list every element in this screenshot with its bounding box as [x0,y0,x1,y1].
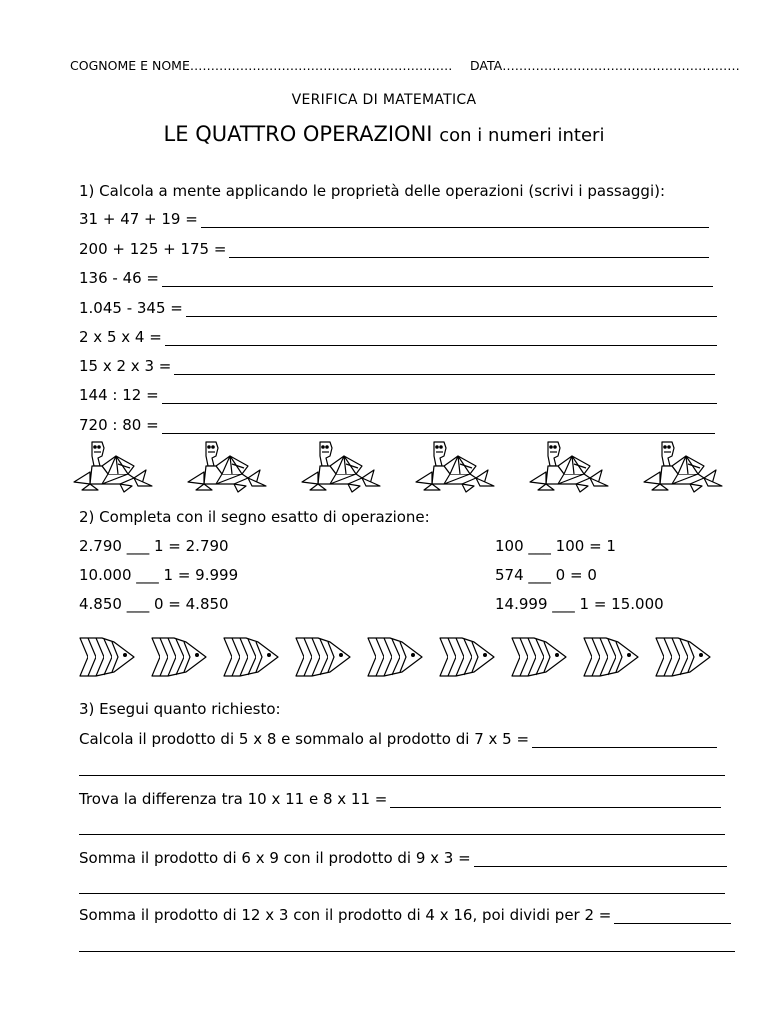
answer-line[interactable] [165,330,717,346]
date-label: DATA [470,58,503,73]
turtle-icon [74,442,152,492]
answer-line[interactable] [79,775,725,776]
answer-line[interactable] [390,792,721,808]
section1-item [79,269,713,287]
fishes-svg [78,634,738,680]
answer-line[interactable] [186,301,717,317]
page-title [0,122,768,146]
title-main: LE QUATTRO OPERAZIONI [163,122,433,146]
answer-line[interactable] [201,212,709,228]
item-text: 720 : 80 = [79,416,159,434]
section2-left-item[interactable]: 2.790 ___ 1 = 2.790 [79,537,229,555]
fish-icon [584,638,638,676]
turtle-icon [416,442,494,492]
section3-item [79,906,731,924]
section2-left-item[interactable]: 10.000 ___ 1 = 9.999 [79,566,239,584]
turtle-icon [644,442,722,492]
turtles-svg [72,440,752,496]
section1-item [79,386,717,404]
name-label: COGNOME E NOME [70,58,190,73]
answer-line[interactable] [614,908,731,924]
subtitle: VERIFICA DI MATEMATICA [291,92,477,108]
section2-heading: 2) Completa con il segno esatto di operazione: [79,508,430,526]
answer-line[interactable] [162,388,717,404]
answer-line[interactable] [474,851,727,867]
fish-icon [512,638,566,676]
date-dots: ………………………………………………… [502,58,740,73]
section1-item [79,328,717,346]
section3-item [79,730,717,748]
section1-heading: 1) Calcola a mente applicando le proprietà delle operazioni (scrivi i passaggi): [79,182,666,200]
section1-item [79,416,715,434]
section2-right-item[interactable]: 574 ___ 0 = 0 [495,566,597,584]
answer-line[interactable] [229,242,709,258]
turtle-icon [530,442,608,492]
section2-right-item[interactable]: 100 ___ 100 = 1 [495,537,616,555]
section1-item [79,240,709,258]
name-field[interactable] [70,58,452,73]
section1-item [79,210,709,228]
section3-item [79,790,721,808]
section2-left-item[interactable]: 4.850 ___ 0 = 4.850 [79,595,229,613]
item-text: 31 + 47 + 19 = [79,210,198,228]
turtle-icon [302,442,380,492]
fish-icon [440,638,494,676]
fish-icon [656,638,710,676]
section1-item [79,299,717,317]
turtle-icon [188,442,266,492]
answer-line[interactable] [79,834,725,835]
answer-line[interactable] [174,359,715,375]
fish-icon [224,638,278,676]
item-text: 1.045 - 345 = [79,299,183,317]
name-dots: ……………………………………………………… [189,58,453,73]
item-text: Trova la differenza tra 10 x 11 e 8 x 11 = [79,790,388,808]
section3-item [79,849,727,867]
title-rest: con i numeri interi [439,125,605,146]
answer-line[interactable] [162,418,715,434]
answer-line[interactable] [532,732,717,748]
item-text: 15 x 2 x 3 = [79,357,172,375]
item-text: 144 : 12 = [79,386,159,404]
item-text: Somma il prodotto di 12 x 3 con il prodotto di 4 x 16, poi dividi per 2 = [79,906,612,924]
turtle-row [72,440,752,496]
fish-icon [152,638,206,676]
answer-line[interactable] [162,271,713,287]
fish-row [78,634,738,680]
item-text: 2 x 5 x 4 = [79,328,162,346]
item-text: 136 - 46 = [79,269,160,287]
answer-line[interactable] [79,893,725,894]
fish-icon [80,638,134,676]
item-text: Calcola il prodotto di 5 x 8 e sommalo al prodotto di 7 x 5 = [79,730,530,748]
section1-item [79,357,715,375]
section3-heading: 3) Esegui quanto richiesto: [79,700,281,718]
answer-line[interactable] [79,951,735,952]
item-text: Somma il prodotto di 6 x 9 con il prodotto di 9 x 3 = [79,849,471,867]
fish-icon [296,638,350,676]
section2-right-item[interactable]: 14.999 ___ 1 = 15.000 [495,595,664,613]
item-text: 200 + 125 + 175 = [79,240,227,258]
date-field[interactable] [470,58,740,73]
fish-icon [368,638,422,676]
